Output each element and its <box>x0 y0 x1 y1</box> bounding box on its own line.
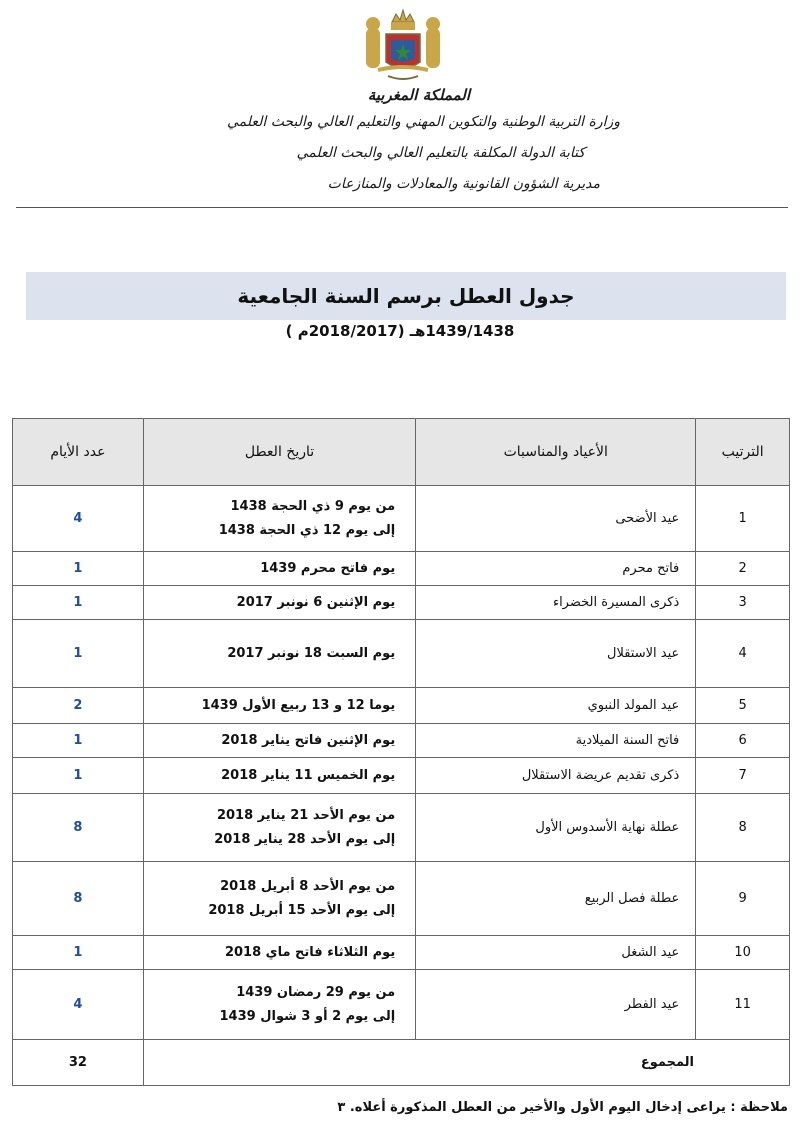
row-date <box>143 486 415 552</box>
table-row <box>13 586 790 620</box>
table-row <box>13 552 790 586</box>
table-row <box>13 620 790 688</box>
row-occasion: فاتح السنة الميلادية <box>416 724 696 758</box>
row-rank: 8 <box>696 794 790 862</box>
date-from: من يوم 29 رمضان 1439 <box>236 984 396 1000</box>
kingdom-name: المملكة المغربية <box>367 86 470 104</box>
holidays-table <box>12 418 790 1086</box>
table-row <box>13 970 790 1040</box>
row-rank: 5 <box>696 688 790 724</box>
table-row <box>13 758 790 794</box>
row-occasion: عيد الفطر <box>416 970 696 1040</box>
row-date <box>143 970 415 1040</box>
row-days: 2 <box>13 688 144 724</box>
title-banner <box>26 272 786 320</box>
header-occasion: الأعياد والمناسبات <box>416 419 696 486</box>
date-from: من يوم الأحد 21 يناير 2018 <box>216 807 396 823</box>
total-label: المجموع <box>143 1040 789 1086</box>
date-from: من يوم الأحد 8 أبريل 2018 <box>220 878 396 894</box>
date-single: يوم الخميس 11 يناير 2018 <box>221 767 396 783</box>
row-rank: 2 <box>696 552 790 586</box>
row-occasion: عطلة فصل الربيع <box>416 862 696 936</box>
row-days: 1 <box>13 758 144 794</box>
row-date <box>143 620 415 688</box>
row-date <box>143 586 415 620</box>
table-row <box>13 936 790 970</box>
row-days: 1 <box>13 620 144 688</box>
row-rank: 11 <box>696 970 790 1040</box>
row-occasion: عطلة نهاية الأسدوس الأول <box>416 794 696 862</box>
total-value: 32 <box>13 1040 144 1086</box>
date-single: يوما 12 و 13 ربيع الأول 1439 <box>201 697 396 713</box>
row-days: 1 <box>13 552 144 586</box>
row-days: 8 <box>13 794 144 862</box>
row-occasion: ذكرى المسيرة الخضراء <box>416 586 696 620</box>
row-days: 4 <box>13 486 144 552</box>
header-divider <box>16 207 788 208</box>
row-date <box>143 724 415 758</box>
row-occasion: عيد الأضحى <box>416 486 696 552</box>
date-single: يوم الثلاثاء فاتح ماي 2018 <box>224 944 396 960</box>
row-date <box>143 862 415 936</box>
row-date <box>143 794 415 862</box>
row-days: 1 <box>13 586 144 620</box>
row-rank: 7 <box>696 758 790 794</box>
date-to: إلى يوم الأحد 15 أبريل 2018 <box>208 902 396 918</box>
date-single: يوم السبت 18 نونبر 2017 <box>227 645 396 661</box>
row-occasion: عيد المولد النبوي <box>416 688 696 724</box>
academic-year: 1439/1438هـ (2018/2017م ) <box>285 322 515 340</box>
header-date: تاريخ العطل <box>143 419 415 486</box>
row-occasion: عيد الشغل <box>416 936 696 970</box>
header-rank: الترتيب <box>696 419 790 486</box>
table-row <box>13 688 790 724</box>
date-to: إلى يوم 2 أو 3 شوال 1439 <box>219 1008 396 1024</box>
row-rank: 4 <box>696 620 790 688</box>
row-days: 1 <box>13 724 144 758</box>
date-single: يوم الإثنين فاتح يناير 2018 <box>221 732 396 748</box>
row-days: 4 <box>13 970 144 1040</box>
secretariat-name: كتابة الدولة المكلفة بالتعليم العالي والبحث العلمي <box>296 145 585 161</box>
footnote: ملاحظة : يراعى إدخال اليوم الأول والأخير من العطل المذكورة أعلاه. ٣ <box>337 1100 788 1115</box>
row-date <box>143 758 415 794</box>
row-date <box>143 936 415 970</box>
date-to: إلى يوم الأحد 28 يناير 2018 <box>214 831 396 847</box>
table-row <box>13 486 790 552</box>
directorate-name: مديرية الشؤون القانونية والمعادلات والمنازعات <box>327 176 600 192</box>
row-days: 1 <box>13 936 144 970</box>
row-rank: 9 <box>696 862 790 936</box>
royal-emblem-icon <box>358 6 448 84</box>
row-occasion: ذكرى تقديم عريضة الاستقلال <box>416 758 696 794</box>
table-row <box>13 794 790 862</box>
row-days: 8 <box>13 862 144 936</box>
table-header-row <box>13 419 790 486</box>
date-single: يوم الإثنين 6 نونبر 2017 <box>236 594 396 610</box>
row-occasion: فاتح محرم <box>416 552 696 586</box>
page-title: جدول العطل برسم السنة الجامعية <box>237 284 575 308</box>
row-date <box>143 688 415 724</box>
row-rank: 1 <box>696 486 790 552</box>
row-date <box>143 552 415 586</box>
total-row <box>13 1040 790 1086</box>
row-rank: 3 <box>696 586 790 620</box>
header-days: عدد الأيام <box>13 419 144 486</box>
row-rank: 10 <box>696 936 790 970</box>
row-occasion: عيد الاستقلال <box>416 620 696 688</box>
table-row <box>13 724 790 758</box>
date-to: إلى يوم 12 ذي الحجة 1438 <box>218 522 396 538</box>
row-rank: 6 <box>696 724 790 758</box>
ministry-name: وزارة التربية الوطنية والتكوين المهني والتعليم العالي والبحث العلمي <box>227 114 620 130</box>
date-single: يوم فاتح محرم 1439 <box>260 560 396 576</box>
letterhead <box>0 0 800 215</box>
table-row <box>13 862 790 936</box>
date-from: من يوم 9 ذي الحجة 1438 <box>230 498 396 514</box>
